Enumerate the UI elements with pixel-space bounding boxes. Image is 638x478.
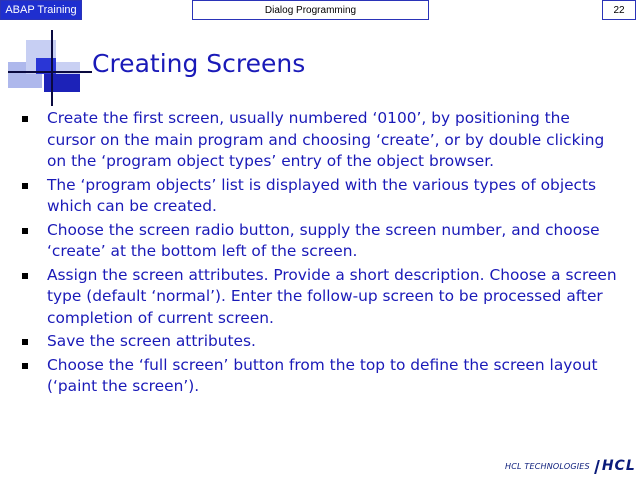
page-number: 22 [602, 0, 636, 20]
bullet-item [22, 265, 622, 330]
bullet-text: Choose the screen radio button, supply the screen number, and choose ‘create’ at the bottom left of the screen. [47, 220, 600, 260]
bullet-square-icon [22, 273, 28, 279]
bullet-text: Create the first screen, usually numbered ‘0100’, by positioning the cursor on the main program and choosing ‘create’, or by double clicking on the ‘program object types’ entry of the object browser. [47, 109, 605, 170]
bullet-item [22, 108, 622, 173]
bullet-list [22, 108, 622, 400]
course-label: ABAP Training [0, 0, 82, 20]
bullet-square-icon [22, 116, 28, 122]
topic-label: Dialog Programming [192, 0, 429, 20]
bullet-item [22, 355, 622, 398]
bullet-item [22, 175, 622, 218]
bullet-square-icon [22, 228, 28, 234]
company-logo [505, 458, 636, 474]
company-name: HCL TECHNOLOGIES [505, 461, 590, 471]
bullet-text: Save the screen attributes. [47, 332, 256, 350]
bullet-item [22, 220, 622, 263]
bullet-square-icon [22, 339, 28, 345]
bullet-text: Assign the screen attributes. Provide a short description. Choose a screen type (default ‘normal’). Enter the follow-up screen to be processed after completion of current screen. [47, 265, 617, 327]
decorative-squares-graphic [0, 0, 100, 110]
bullet-text: Choose the ‘full screen’ button from the top to define the screen layout (‘paint the screen’). [47, 355, 598, 395]
bullet-item [22, 331, 622, 353]
hcl-logo-mark: HCL [596, 458, 636, 474]
bullet-text: The ‘program objects’ list is displayed with the various types of objects which can be created. [47, 175, 597, 215]
slide-title: Creating Screens [92, 49, 306, 78]
bullet-square-icon [22, 363, 28, 369]
bullet-square-icon [22, 183, 28, 189]
